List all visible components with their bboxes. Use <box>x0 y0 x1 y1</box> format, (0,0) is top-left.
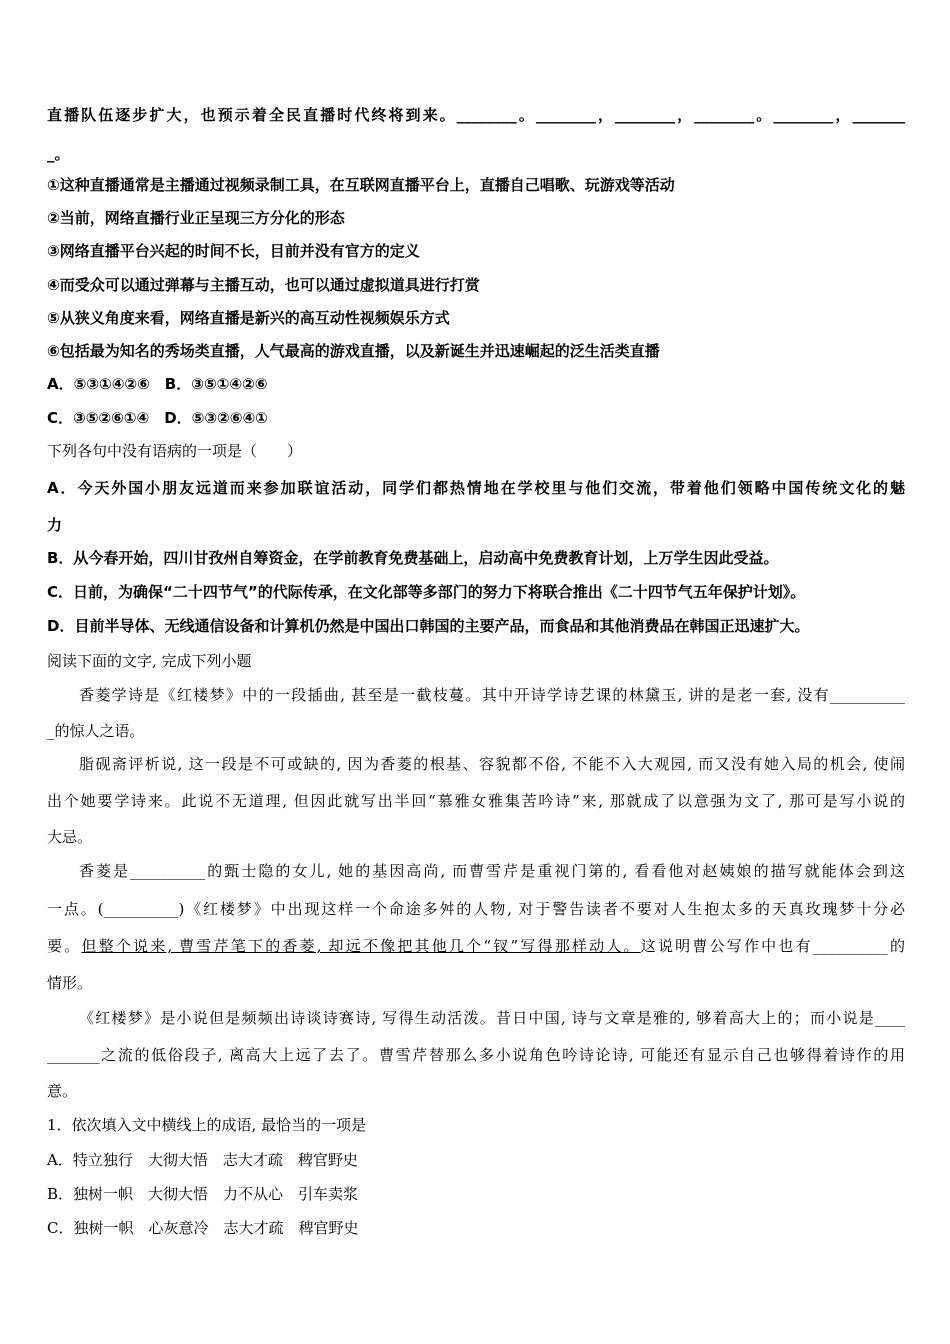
order-sentence-2: ②当前，网络直播行业正呈现三方分化的形态 <box>47 209 345 227</box>
order-question-stem-line2: _。 <box>47 145 70 163</box>
error-option-a-line2: 力 <box>47 516 63 534</box>
passage-p2-line3: 大忌。 <box>47 828 93 846</box>
passage-p4-line3: 意。 <box>47 1082 78 1100</box>
q1-option-c: C．独树一帜 心灰意冷 志大才疏 稗官野史 <box>47 1219 359 1237</box>
passage-p2-line1: 脂砚斋评析说, 这一段是不可或缺的, 因为香菱的根基、容貌都不俗, 不能不入大观园, 而又没有她入局的机会, 使闹 <box>79 755 905 773</box>
q1-stem: 1．依次填入文中横线上的成语, 最恰当的一项是 <box>47 1116 367 1134</box>
order-sentence-5: ⑤从狭义角度来看，网络直播是新兴的高互动性视频娱乐方式 <box>47 309 450 327</box>
reading-intro: 阅读下面的文字, 完成下列小题 <box>47 652 252 670</box>
passage-p4-line1: 《红楼梦》是小说但是频频出诗谈诗赛诗, 写得生动活泼。昔日中国, 诗与文章是雅的, 够着高大上的；而小说是____ <box>79 1009 905 1027</box>
passage-p1-line2: _的惊人之语。 <box>47 722 145 740</box>
passage-p3-line3-start: 要。 <box>47 937 82 955</box>
error-question-stem: 下列各句中没有语病的一项是（ ） <box>47 442 303 460</box>
order-question-stem-line1: 直播队伍逐步扩大，也预示着全民直播时代终将到来。________。________，________，________。________，_______ <box>47 106 905 124</box>
error-option-a-line1: A．今天外国小朋友远道而来参加联谊活动，同学们都热情地在学校里与他们交流，带着他们领略中国传统文化的魅 <box>47 479 905 497</box>
passage-p4-line2: _______之流的低俗段子, 离高大上远了去了。曹雪芹替那么多小说角色吟诗论诗, 可能还有显示自己也够得着诗作的用 <box>47 1046 905 1064</box>
q1-option-a: A．特立独行 大彻大悟 志大才疏 稗官野史 <box>47 1151 358 1169</box>
q1-option-b: B．独树一帜 大彻大悟 力不从心 引车卖浆 <box>47 1185 359 1203</box>
passage-p3-line1: 香菱是__________的甄士隐的女儿, 她的基因高尚, 而曹雪芹是重视门第的, 看看他对赵姨娘的描写就能体会到这 <box>79 862 905 880</box>
passage-p3-line3 <box>47 935 905 956</box>
order-sentence-3: ③网络直播平台兴起的时间不长，目前并没有官方的定义 <box>47 242 420 260</box>
error-option-d: D．目前半导体、无线通信设备和计算机仍然是中国出口韩国的主要产品，而食品和其他消费品在韩国正迅速扩大。 <box>47 617 810 635</box>
error-option-b: B．从今春开始，四川甘孜州自筹资金，在学前教育免费基础上，启动高中免费教育计划，上万学生因此受益。 <box>47 549 779 567</box>
passage-p1-line1: 香菱学诗是《红楼梦》中的一段插曲, 甚至是一截枝蔓。其中开诗学诗艺课的林黛玉, 讲的是老一套, 没有__________ <box>79 686 905 704</box>
order-options-ab: A．⑤③①④②⑥ B．③⑤①④②⑥ <box>47 375 268 393</box>
error-option-c: C．日前，为确保“二十四节气”的代际传承，在文化部等多部门的努力下将联合推出《二十四节气五年保护计划》。 <box>47 583 806 601</box>
underlined-sentence: 但整个说来, 曹雪芹笔下的香菱, 却远不像把其他几个“钗”写得那样动人。 <box>81 937 641 955</box>
order-options-cd: C．③⑤②⑥①④ D．⑤③②⑥④① <box>47 409 268 427</box>
order-sentence-4: ④而受众可以通过弹幕与主播互动，也可以通过虚拟道具进行打赏 <box>47 276 480 294</box>
passage-p3-line2: 一点。(__________)《红楼梦》中出现这样一个命途多舛的人物, 对于警告读者不要对人生抱太多的天真玫瑰梦十分必 <box>47 900 905 918</box>
order-sentence-1: ①这种直播通常是主播通过视频录制工具，在互联网直播平台上，直播自己唱歌、玩游戏等活动 <box>47 176 675 194</box>
passage-p2-line2: 出个她要学诗来。此说不无道理, 但因此就写出半回“慕雅女雅集苦吟诗”来, 那就成了以意强为文了, 那可是写小说的 <box>47 792 905 810</box>
passage-p3-line4: 情形。 <box>47 974 93 992</box>
order-sentence-6: ⑥包括最为知名的秀场类直播，人气最高的游戏直播，以及新诞生并迅速崛起的泛生活类直播 <box>47 342 660 360</box>
passage-p3-line3-end: 这说明曹公写作中也有__________的 <box>640 937 905 955</box>
